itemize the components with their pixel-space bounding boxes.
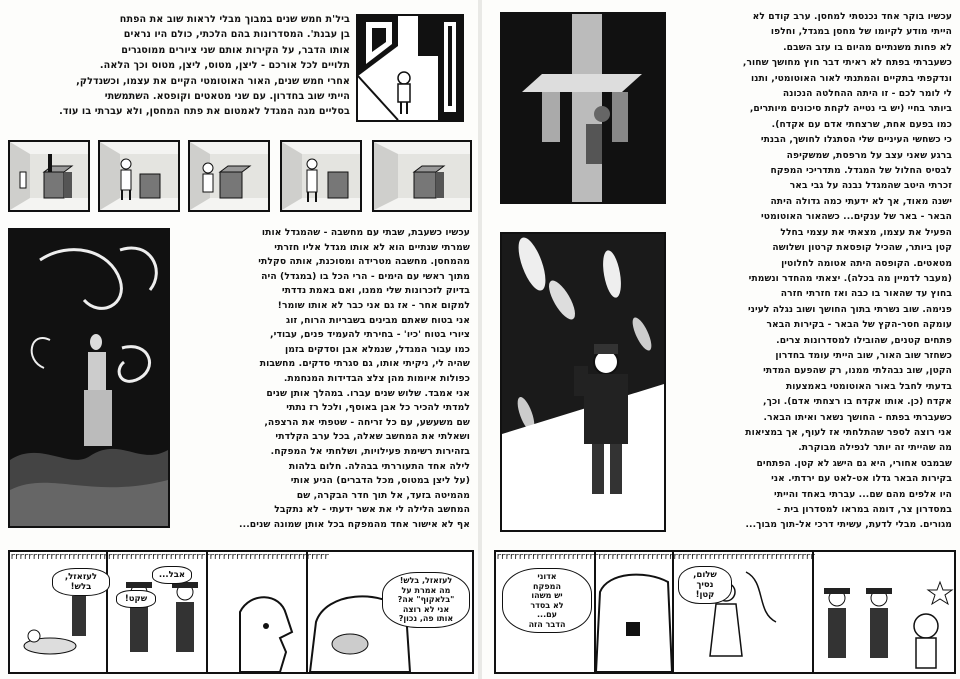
right-comic-strip bbox=[494, 550, 956, 674]
maze-figure-illustration bbox=[358, 16, 462, 120]
speech-bubble: אבל... bbox=[152, 566, 192, 584]
well-pillar-illustration bbox=[502, 14, 664, 202]
speech-bubble: שלום, נסיך קטן! bbox=[678, 566, 732, 604]
mini-panel-5 bbox=[372, 140, 472, 212]
well-pillar-panel bbox=[500, 12, 666, 204]
mini-panel-4 bbox=[280, 140, 362, 212]
strip-zigzag-border: rrrrrrrrrrrrrrrrrrrrrrrrrrrrrrrrrrrrrrrrrrrrrrrrrrrrrrrrrrrrrrrrrrrrrrrr bbox=[496, 552, 815, 562]
left-comic-strip bbox=[8, 550, 474, 674]
right-main-paragraph: עכשיו בוקר אחד נכנסתי למחסן. ערב קודם לא הייתי מודע לקיומו של מחסן במגדל, וחלפו לא פחות משנתיים מהיום בו עזב השבם. כשעברתי בפתח לא ראיתי דבר חוץ מחושך שחור, ונדקפתי בתקיים והמתנתי לאור האוטומטי, ותנו לי לומר לכם - זו היתה ההחלטה הנכונה ביותר בחיי (יש בי נטייה לקחת סיכונים מיותרים, כמו בפעם אחת, שרצחתי אדם עם אקדח). כי כשחשי העיניים שלי הסתגלו לחושך, הבנתי ברגע שאני עצב על מרפסת, שמשקיפה לבסיס החלול של המגדל. מתדריכי המפקח זכרתי היטב שהמגדל נבנה על גבי באר ישנה מאוד, אך לא ידעתי כמה גדולה היתה הבאר - באר של ענקים... כשהאור האוטומטי הפעיל את עצמו, מצאתי את עצמי בחלל קטן ביותר, שהכיל קופסאת קרטון ושלושה מטאטים. הקופסה היתה אטומה לחלוטין (מעבר לדמיין מה בכלה). יצאתי מהחדר ונשמתי בחוץ עד שהאור בו כבה ואז חזרתי חזרה פנימה. שוב נשרתי בתוך החושך ושוב נגלה לעיני עומקה חסר-הקץ של הבאר - בקירות הבאר פתחים קטנים, שהובילו למסדרונות צרים. כשחזר שוב האור, שוב הייתי עומד בחדרון הקטן, שוב נבהלתי ממנו, רק שהפעם המדתי בדעתי לחבל באור האוטומטי באמצעות אקדח (כן. אותו אקדח בו רצחתי אדם). וכך, כשעברתי בפתח - החושך נשאר ואיתו הבאר. אני רוצה לספר שהתלחתי אז לעוף, אך במציאות מה שהייתי זה יותר לנפילה מבוקרת. שבמבט אחורי, היא גם הישג לא קטן. הפתחים בקירות הבאר גדלו אט-לאט עם ירדתי. אני היו אלפים מהם שם... עברתי באחד והייתי במסדרון צר, דומה במראו למסדרון בית - מגורים. מבלי לדעת, עשיתי דרכי אל-תוך מבוך... bbox=[742, 12, 952, 531]
left-top-paragraph: ביל'ת חמש שנים במבוך מבלי לראות שוב את הפתח בן עבנת'. המסדרונות בהם הלכתי, כולם היו נראים אותו הדבר, על הקירות אותם שני ציורים ממוסגרים תלויים לכל אורכם - ליצן, מטוס, ליצן, מטוס וכך הלאה. אחרי חמש שנים, האור האוטומטי הקיים את עצמו, וכשנדלק, הייתי שוב בחדרון. עם שני מטאטים וקופסא. השתמשתי בסליים מגה המגדל לאמטום את פתח המחסן, ולא עברתי בו עוד. bbox=[59, 14, 350, 118]
strip-zigzag-border: rrrrrrrrrrrrrrrrrrrrrrrrrrrrrrrrrrrrrrrrrrrrrrrrrrrrrrrrrrrrrrrrrrrrrrrr bbox=[10, 552, 329, 562]
maze-figure-panel bbox=[356, 14, 464, 122]
speech-bubble: אדוני המפקח יש משהו לא בסדר עם... הדבר הזה bbox=[502, 568, 592, 633]
left-page bbox=[0, 0, 478, 679]
mini-panel-1 bbox=[8, 140, 90, 212]
speech-bubble: שקט! bbox=[116, 590, 156, 608]
mini-panel-3 bbox=[188, 140, 270, 212]
night-tower-illustration bbox=[10, 230, 168, 526]
left-middle-paragraph: עכשיו כשעבת, שבתי עם מחשבה - שהמגדל אותו שמרתי שנתיים הוא לא אותו מגדל אליו חזרתי מהמחסן. מחשבה מטרידה ומסוכנת, אותה סקלתי מתוך ראשי עם הימים - הרי הכל בו (במגדל) היה בדיוק לזכרונות שלי ממנו, ואם באמת נדדתי למקום אחר - אז גם אני כבר לא אותו שומר! אני בטוח שאתם מבינים בשבריות הרוח, זוג ציורי בטוח 'כיו' - בחירתי להעמיד פנים, עבודי, כמו עבור המגדל, שנמלא אבן וסדקים בזמן שהיה לי, ניקיתי אותו, גם סגרתי סדקים. מחשבות כפולות איומות מהן צלצ הבדידות המנחמת. אני אמבד. שלוש שנים עברו. במהלך אותן שנים למדתי להכיר כל אבן באוסף, ולכל רז נתתי שם משעשע, עם כל זריחה - שטפתי את הרצפה, ושאלתי את המחשב שאלה, בכל ערב הקלדתי בזהירות רשימת פעילויות, ושלחתי אל המפקח. לילה אחד התעוררתי בבהלה. חלום בלהות (על ליצן במטוס, מכל הדברים) הניע אותי מהמיטה בזעד, אל תוך חדר הבקרה, שם המחשב הלילה לי את אשר ידעתי - לא נתקבל אף לא אישור אחד מהמפקח בכל אותן שמונה שנים... bbox=[239, 227, 470, 530]
night-tower-panel bbox=[8, 228, 170, 528]
right-page bbox=[482, 0, 960, 679]
speech-bubble: לעזאזל, בלש! bbox=[52, 568, 110, 596]
watcher-panel bbox=[500, 232, 666, 532]
mini-panel-2 bbox=[98, 140, 180, 212]
speech-bubble: לעזאזל, בלש! מה אמרת על "בלאקוף" אה? אני לא רוצה אותו פה, נכון? bbox=[382, 572, 470, 628]
watcher-illustration bbox=[502, 234, 664, 530]
